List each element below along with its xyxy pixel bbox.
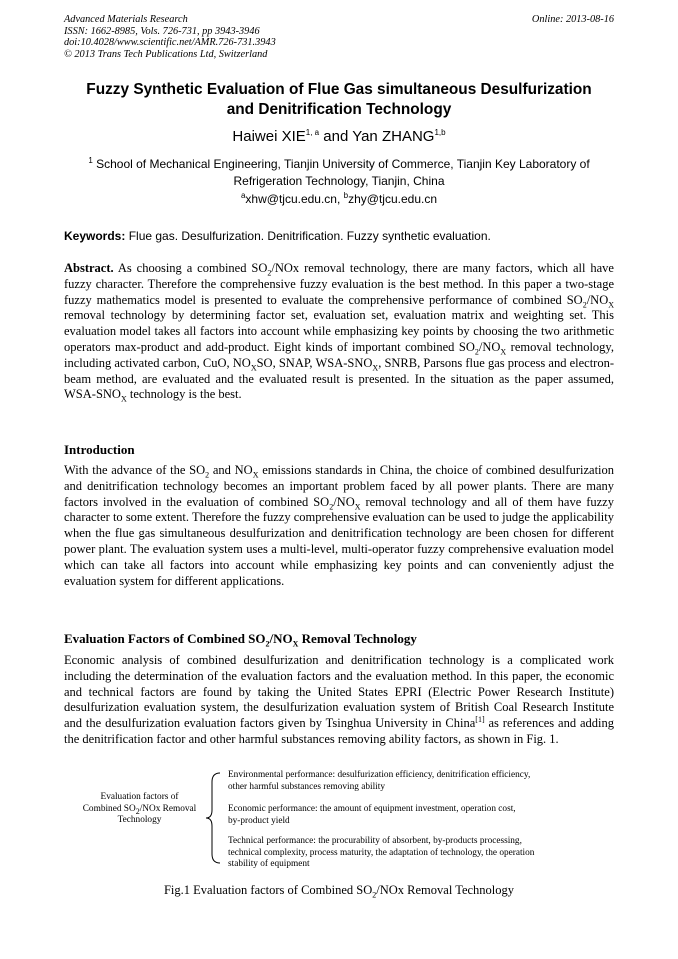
- paper-title: [64, 80, 614, 120]
- figure-env-node: Environmental performance: desulfurization efficiency, denitrification efficiency, other harmful substances removing ability: [228, 770, 531, 792]
- title-line-1: Fuzzy Synthetic Evaluation of Flue Gas simultaneous Desulfurization: [86, 81, 592, 98]
- copyright: © 2013 Trans Tech Publications Ltd, Switzerland: [64, 48, 268, 60]
- reference-1: [1]: [475, 715, 485, 725]
- email-b: zhy@tjcu.edu.cn: [348, 192, 438, 206]
- evaluation-paragraph: Economic analysis of combined desulfurization and denitrification technology is a complicated work including the determination of the evaluation factors and the evaluation method. In this paper, the economic and technical factors are found by taking the United States EPRI (Electric Power Research Institute) desulfurization evaluation system, the desulfurization evaluation system of British Coal Research Institute and the desulfurization evaluation factors given by Tsinghua University in China[1] as references and adding the denitrification factor and other harmful substances removing ability factors, as shown in Fig. 1.: [64, 653, 614, 746]
- doi: doi:10.4028/www.scientific.net/AMR.726-731.3943: [64, 37, 276, 49]
- journal-header: [64, 14, 614, 60]
- keywords-label: Keywords:: [64, 229, 126, 243]
- affil-line-1: School of Mechanical Engineering, Tianjin University of Commerce, Tianjin Key Laboratory of: [92, 157, 590, 171]
- introduction-paragraph: With the advance of the $SO_2$ and $NO_X$ emissions standards in China, the choice of combined desulfurization and denitrification technology becomes an important problem faced by all power plants. There are many factors involved in the evaluation of combined $SO_2/NO_X$ removal technology and all of them have fuzzy character to some extent. Therefore the fuzzy comprehensive evaluation can be used to judge the applicability when the flue gas simultaneous desulfurization and denitrification technology are been chosen for different power plant. The evaluation system uses a multi-level, multi-operator fuzzy comprehensive evaluation model which can take all factors into account while emphasizing key points and can conveniently adjust the evaluation system for different applications.: [64, 463, 615, 588]
- figure-tech-node: Technical performance: the procurability of absorbent, by-products processing, technical complexity, process maturity, the adaptation of technology, the operation stability of equipment: [228, 836, 535, 869]
- email-a: xhw@tjcu.edu.cn,: [245, 192, 344, 206]
- affil-sup: 1: [88, 156, 93, 165]
- abstract-label: Abstract.: [64, 261, 114, 275]
- issn: ISSN: 1662-8985, Vols. 726-731, pp 3943-3946: [64, 25, 260, 37]
- introduction-heading: Introduction: [64, 442, 135, 457]
- journal-name: Advanced Materials Research: [64, 14, 188, 25]
- keywords: [64, 229, 614, 243]
- author-1-sup: 1, a: [305, 128, 320, 137]
- title-line-2: and Denitrification Technology: [226, 101, 452, 118]
- figure-eco-node: Economic performance: the amount of equipment investment, operation cost, by-product yield: [228, 804, 516, 826]
- author-2-sup: 1,b: [434, 128, 446, 137]
- evaluation-heading: Evaluation Factors of Combined $SO_2/NO_X$ Removal Technology: [64, 631, 417, 649]
- figure-brace: [204, 770, 224, 866]
- abstract: Abstract. As choosing a combined $SO_2$/NOx removal technology, there are many factors, which all have fuzzy character. Therefore the comprehensive fuzzy evaluation is the best method. In this paper a two-stage fuzzy mathematics model is presented to evaluate the comprehensive performance of combined $SO_2/NO_X$ removal technology by determining factor set, evaluation set, evaluation matrix and weighting set. This evaluation model takes all factors into account while emphasizing key points by choosing the two arithmetic operators max-product and add-product. Eight kinds of important combined $SO_2/NO_X$ removal technology, including activated carbon, CuO, $NO_XSO$, SNAP, WSA-$SNO_X$, SNRB, Parsons flue gas process and electron-beam method, are evaluated and the evaluated result is presented. In the situation as the paper assumed, WSA-$SNO_X$ technology is the best.: [64, 261, 614, 404]
- keywords-text: Flue gas. Desulfurization. Denitrification. Fuzzy synthetic evaluation.: [125, 229, 491, 243]
- affiliation: [72, 156, 606, 190]
- figure-root-node: Evaluation factors of Combined $SO_2$/NOx Removal Technology: [82, 792, 197, 825]
- affil-line-2: Refrigeration Technology, Tianjin, China: [233, 174, 445, 188]
- figure-caption: Fig.1 Evaluation factors of Combined $SO_2$/NOx Removal Technology: [163, 883, 515, 900]
- author-2: Yan ZHANG: [352, 128, 435, 145]
- authors-and: and: [319, 128, 353, 145]
- author-1: Haiwei XIE: [232, 128, 306, 145]
- email-a-sup: a: [240, 191, 246, 200]
- email-b-sup: b: [343, 191, 349, 200]
- emails: [64, 192, 614, 206]
- figure-1: [64, 770, 614, 880]
- online-date: Online: 2013-08-16: [531, 14, 614, 25]
- authors: [64, 128, 614, 145]
